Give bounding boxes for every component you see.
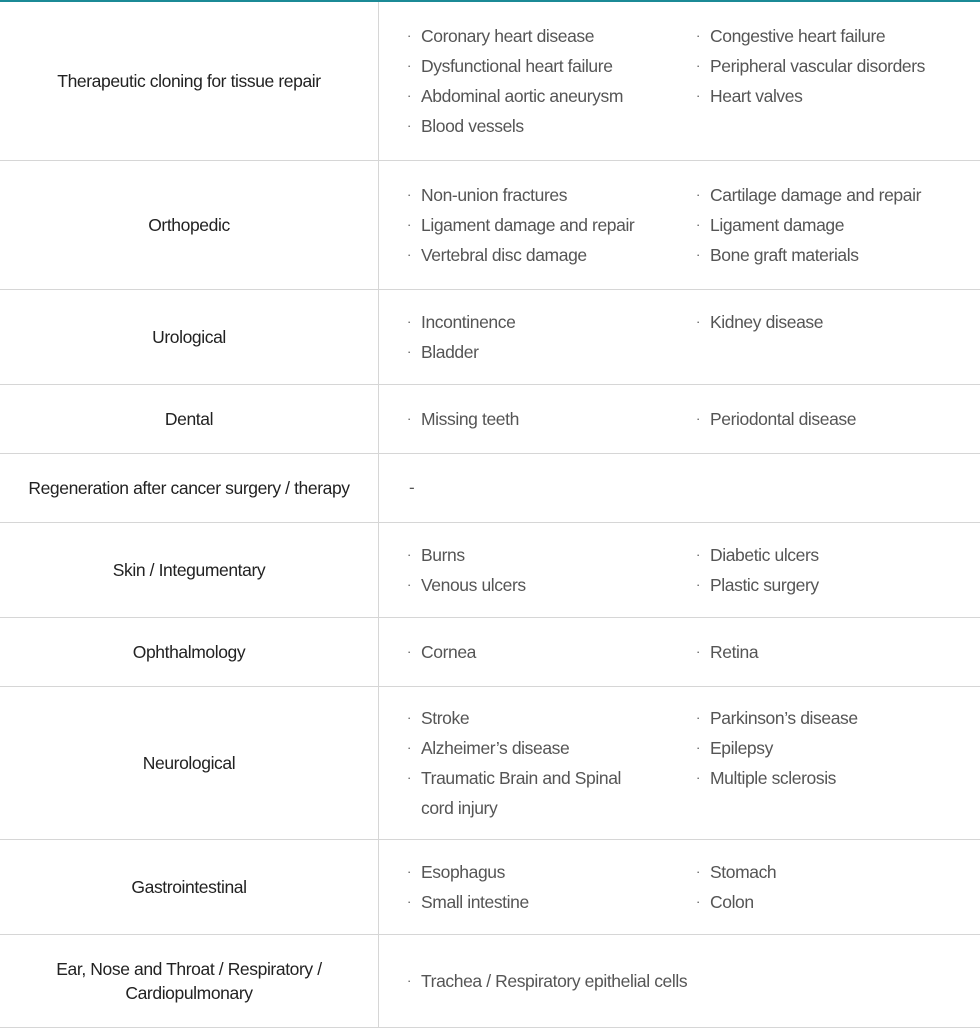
- item-text: Retina: [710, 642, 759, 662]
- list-item: [696, 81, 978, 111]
- bullet-icon: ·: [407, 187, 411, 202]
- items-column-right: [696, 21, 978, 111]
- list-item: [407, 570, 696, 600]
- row-items: [379, 935, 980, 1027]
- bullet-icon: ·: [407, 547, 411, 562]
- bullet-icon: ·: [696, 247, 700, 262]
- bullet-icon: ·: [696, 28, 700, 43]
- items-column-right: [696, 637, 978, 667]
- row-items: [379, 385, 980, 453]
- table-row: [0, 161, 980, 290]
- item-text: Diabetic ulcers: [710, 545, 819, 565]
- item-text: Missing teeth: [421, 409, 519, 429]
- list-item: [407, 966, 979, 996]
- list-item: [696, 637, 978, 667]
- item-text: Colon: [710, 892, 754, 912]
- row-items: [379, 840, 980, 934]
- bullet-icon: ·: [696, 894, 700, 909]
- item-text: Ligament damage and repair: [421, 215, 635, 235]
- items-column-right: [696, 180, 978, 270]
- list-item: [407, 733, 696, 763]
- bullet-icon: ·: [696, 740, 700, 755]
- items-column-right: [696, 307, 978, 337]
- list-item: [407, 337, 696, 367]
- item-text: Dysfunctional heart failure: [421, 56, 613, 76]
- items-column-left: [407, 540, 696, 600]
- bullet-icon: ·: [696, 314, 700, 329]
- items-column-left: [407, 966, 979, 996]
- bullet-icon: ·: [407, 770, 411, 785]
- row-category: Ear, Nose and Throat / Respiratory / Cardiopulmonary: [0, 935, 379, 1027]
- bullet-icon: ·: [407, 894, 411, 909]
- bullet-icon: ·: [407, 28, 411, 43]
- items-column-left: [407, 404, 696, 434]
- item-text: Traumatic Brain and Spinal cord injury: [421, 768, 622, 818]
- list-item: [407, 307, 696, 337]
- row-category: Orthopedic: [0, 161, 379, 289]
- bullet-icon: ·: [407, 118, 411, 133]
- list-item: [696, 540, 978, 570]
- bullet-icon: ·: [696, 644, 700, 659]
- list-item: [407, 404, 696, 434]
- row-category: Skin / Integumentary: [0, 523, 379, 617]
- item-text: Burns: [421, 545, 465, 565]
- items-column-left: [407, 637, 696, 667]
- table-row: [0, 840, 980, 935]
- table-row: [0, 687, 980, 840]
- table-row: [0, 618, 980, 687]
- list-item: [407, 111, 696, 141]
- list-item: [407, 21, 696, 51]
- item-text: Parkinson’s disease: [710, 708, 858, 728]
- list-item: [407, 763, 651, 823]
- bullet-icon: ·: [407, 710, 411, 725]
- empty-value-dash: -: [409, 478, 415, 497]
- list-item: [407, 637, 696, 667]
- items-column-left: [407, 857, 696, 917]
- list-item: [696, 21, 978, 51]
- row-items: [379, 161, 980, 289]
- list-item: [696, 763, 978, 793]
- table-row: [0, 523, 980, 618]
- bullet-icon: ·: [696, 217, 700, 232]
- item-text: Heart valves: [710, 86, 803, 106]
- table-row: [0, 935, 980, 1028]
- bullet-icon: ·: [696, 547, 700, 562]
- item-text: Coronary heart disease: [421, 26, 595, 46]
- row-items: [379, 454, 980, 522]
- item-text: Blood vessels: [421, 116, 524, 136]
- list-item: [696, 210, 978, 240]
- bullet-icon: ·: [407, 247, 411, 262]
- item-text: Bladder: [421, 342, 479, 362]
- item-text: Non-union fractures: [421, 185, 568, 205]
- item-text: Stroke: [421, 708, 470, 728]
- list-item: [696, 733, 978, 763]
- list-item: [696, 180, 978, 210]
- item-text: Alzheimer’s disease: [421, 738, 570, 758]
- bullet-icon: ·: [407, 644, 411, 659]
- item-text: Cartilage damage and repair: [710, 185, 922, 205]
- item-text: Peripheral vascular disorders: [710, 56, 926, 76]
- bullet-icon: ·: [696, 58, 700, 73]
- item-text: Vertebral disc damage: [421, 245, 587, 265]
- list-item: [407, 857, 696, 887]
- item-text: Congestive heart failure: [710, 26, 886, 46]
- bullet-icon: ·: [407, 864, 411, 879]
- item-text: Plastic surgery: [710, 575, 819, 595]
- items-column-right: [696, 404, 978, 434]
- item-text: Bone graft materials: [710, 245, 859, 265]
- bullet-icon: ·: [696, 864, 700, 879]
- items-column-left: [407, 21, 696, 141]
- item-text: Multiple sclerosis: [710, 768, 837, 788]
- bullet-icon: ·: [696, 770, 700, 785]
- row-category: Ophthalmology: [0, 618, 379, 686]
- item-text: Ligament damage: [710, 215, 845, 235]
- row-category: Therapeutic cloning for tissue repair: [0, 2, 379, 160]
- table-row: [0, 454, 980, 523]
- list-item: [696, 307, 978, 337]
- list-item: [407, 51, 696, 81]
- items-column-left: [407, 180, 696, 270]
- items-column-right: [696, 857, 978, 917]
- items-column-left: [407, 703, 696, 823]
- list-item: [696, 703, 978, 733]
- list-item: [407, 540, 696, 570]
- table-row: [0, 2, 980, 161]
- row-items: [379, 290, 980, 384]
- bullet-icon: ·: [407, 973, 411, 988]
- bullet-icon: ·: [696, 577, 700, 592]
- table-row: [0, 290, 980, 385]
- bullet-icon: ·: [696, 88, 700, 103]
- row-category: Regeneration after cancer surgery / therapy: [0, 454, 379, 522]
- list-item: [407, 703, 696, 733]
- item-text: Kidney disease: [710, 312, 824, 332]
- list-item: [407, 887, 696, 917]
- row-category: Urological: [0, 290, 379, 384]
- bullet-icon: ·: [696, 187, 700, 202]
- row-category: Dental: [0, 385, 379, 453]
- item-text: Abdominal aortic aneurysm: [421, 86, 624, 106]
- bullet-icon: ·: [696, 411, 700, 426]
- row-category: Gastrointestinal: [0, 840, 379, 934]
- list-item: [407, 180, 696, 210]
- list-item: [407, 81, 696, 111]
- row-items: [379, 523, 980, 617]
- bullet-icon: ·: [407, 577, 411, 592]
- item-text: Epilepsy: [710, 738, 773, 758]
- bullet-icon: ·: [407, 314, 411, 329]
- item-text: Venous ulcers: [421, 575, 526, 595]
- items-column-left: [407, 307, 696, 367]
- list-item: [696, 887, 978, 917]
- item-text: Trachea / Respiratory epithelial cells: [421, 971, 688, 991]
- items-column-right: [696, 540, 978, 600]
- bullet-icon: ·: [407, 411, 411, 426]
- row-items: [379, 2, 980, 160]
- list-item: [696, 857, 978, 887]
- list-item: [696, 404, 978, 434]
- list-item: [407, 210, 696, 240]
- list-item: [407, 240, 696, 270]
- bullet-icon: ·: [407, 58, 411, 73]
- bullet-icon: ·: [407, 740, 411, 755]
- bullet-icon: ·: [407, 88, 411, 103]
- row-items: [379, 618, 980, 686]
- item-text: Small intestine: [421, 892, 529, 912]
- item-text: Cornea: [421, 642, 476, 662]
- bullet-icon: ·: [407, 217, 411, 232]
- item-text: Esophagus: [421, 862, 505, 882]
- item-text: Stomach: [710, 862, 777, 882]
- list-item: [696, 240, 978, 270]
- item-text: Incontinence: [421, 312, 516, 332]
- list-item: [696, 570, 978, 600]
- bullet-icon: ·: [696, 710, 700, 725]
- bullet-icon: ·: [407, 344, 411, 359]
- table-row: [0, 385, 980, 454]
- list-item: [696, 51, 978, 81]
- items-column-right: [696, 703, 978, 793]
- row-category: Neurological: [0, 687, 379, 839]
- item-text: Periodontal disease: [710, 409, 857, 429]
- row-items: [379, 687, 980, 839]
